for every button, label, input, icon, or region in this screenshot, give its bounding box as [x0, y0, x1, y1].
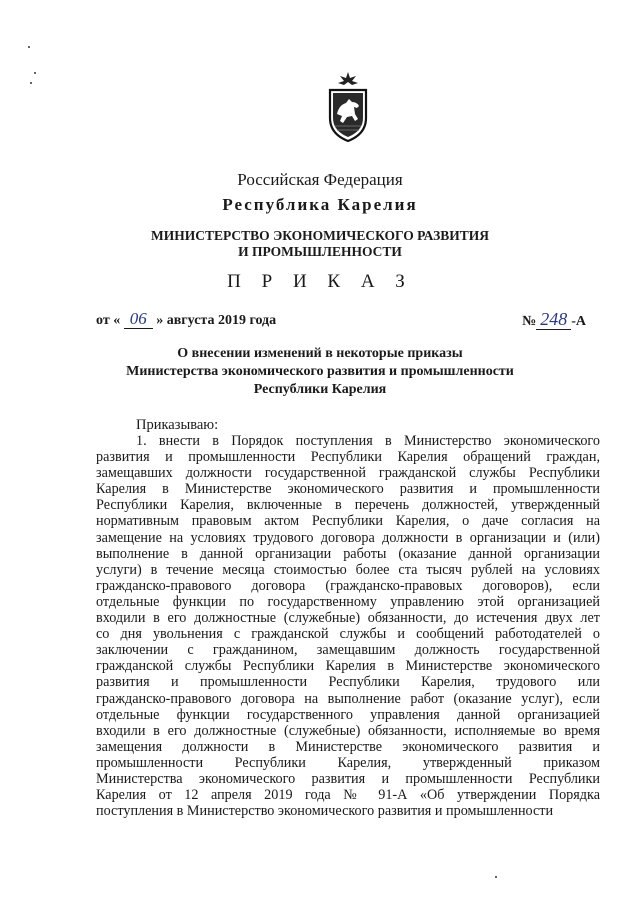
republic-name: Республика Карелия: [222, 195, 418, 214]
order-date: [96, 309, 276, 329]
body-line: гражданско-правового договора на выполнение работ (оказание услуг), если: [96, 690, 600, 707]
body-line: промышленности Республики Карелия, утвержденный приказом: [96, 754, 600, 771]
body-line: гражданско-правового договора (гражданско-правовых договоров), если: [96, 577, 600, 594]
order-subject: [0, 345, 640, 399]
body-line: входили в его должностные (служебные) обязанности, исполняемые во время: [96, 722, 600, 739]
body-line: входили в его должностные (служебные) обязанности, до истечения двух лет: [96, 610, 600, 627]
body-line: 1. внести в Порядок поступления в Министерство экономического: [136, 433, 600, 449]
body-line: замещавших должности государственной гражданской службы Республики: [96, 465, 600, 482]
body-line: Республики Карелия, включенные в перечень должностей, утвержденный: [96, 497, 600, 514]
date-day-handwritten: 06: [124, 309, 153, 329]
body-line: Карелия от 12 апреля 2019 года № 91-А «Об утверждении Порядка: [96, 787, 600, 804]
scan-speck: [30, 82, 32, 84]
body-line: услуги) в течение месяца стоимостью более ста тысяч рублей на условиях: [96, 561, 600, 578]
number-handwritten: 248: [536, 309, 571, 330]
number-prefix: №: [522, 314, 537, 329]
body-line: развития и промышленности Республики Карелия обращений граждан,: [96, 449, 600, 466]
body-line: нормативным правовым актом Республики Карелия, о даче согласия на: [96, 513, 600, 530]
body-line: поступления в Министерство экономического развития и промышленности: [96, 803, 554, 820]
document-type: П Р И К А З: [227, 271, 413, 292]
karelia-coat-of-arms-icon: [327, 72, 369, 142]
order-body: [96, 433, 600, 819]
body-line: гражданской службы Республики Карелия в Министерстве экономического: [96, 658, 600, 675]
order-intro: Приказываю:: [136, 417, 219, 433]
body-line: отдельные функции государственного управления данной организацией: [96, 706, 600, 723]
body-line: замещение на условиях трудового договора должности в организации и (или): [96, 529, 600, 546]
ministry-name: [0, 228, 640, 260]
scan-speck: [28, 46, 30, 48]
subject-line-2: Министерства экономического развития и промышленности: [126, 364, 514, 379]
body-line: Министерства экономического развития и промышленности Республики: [96, 770, 600, 787]
date-suffix: » августа 2019 года: [156, 313, 277, 328]
scan-speck: [34, 72, 36, 74]
body-line: со дня увольнения с гражданской службы и сообщений работодателей о: [96, 626, 600, 643]
body-line: выполнение в данной организации работы (оказание данной организации: [96, 545, 600, 562]
country-name: Российская Федерация: [237, 170, 403, 189]
order-number: [522, 309, 586, 330]
ministry-line-2: И ПРОМЫШЛЕННОСТИ: [238, 244, 402, 259]
number-suffix: -А: [571, 314, 586, 329]
body-line: замещения должности в Министерстве экономического развития и: [96, 738, 600, 755]
ministry-line-1: МИНИСТЕРСТВО ЭКОНОМИЧЕСКОГО РАЗВИТИЯ: [151, 228, 489, 243]
subject-line-3: Республики Карелия: [253, 382, 387, 397]
body-line: развития и промышленности Республики Карелия, трудового или: [96, 674, 600, 691]
body-line: отдельные функции по государственному управлению этой организацией: [96, 593, 600, 610]
date-prefix: от «: [96, 313, 121, 328]
body-line: заключении с гражданином, замещавшим должность государственной: [96, 642, 600, 659]
body-line: Карелия в Министерстве экономического развития и промышленности: [96, 481, 600, 498]
scan-speck: [495, 876, 497, 878]
subject-line-1: О внесении изменений в некоторые приказы: [177, 346, 463, 361]
